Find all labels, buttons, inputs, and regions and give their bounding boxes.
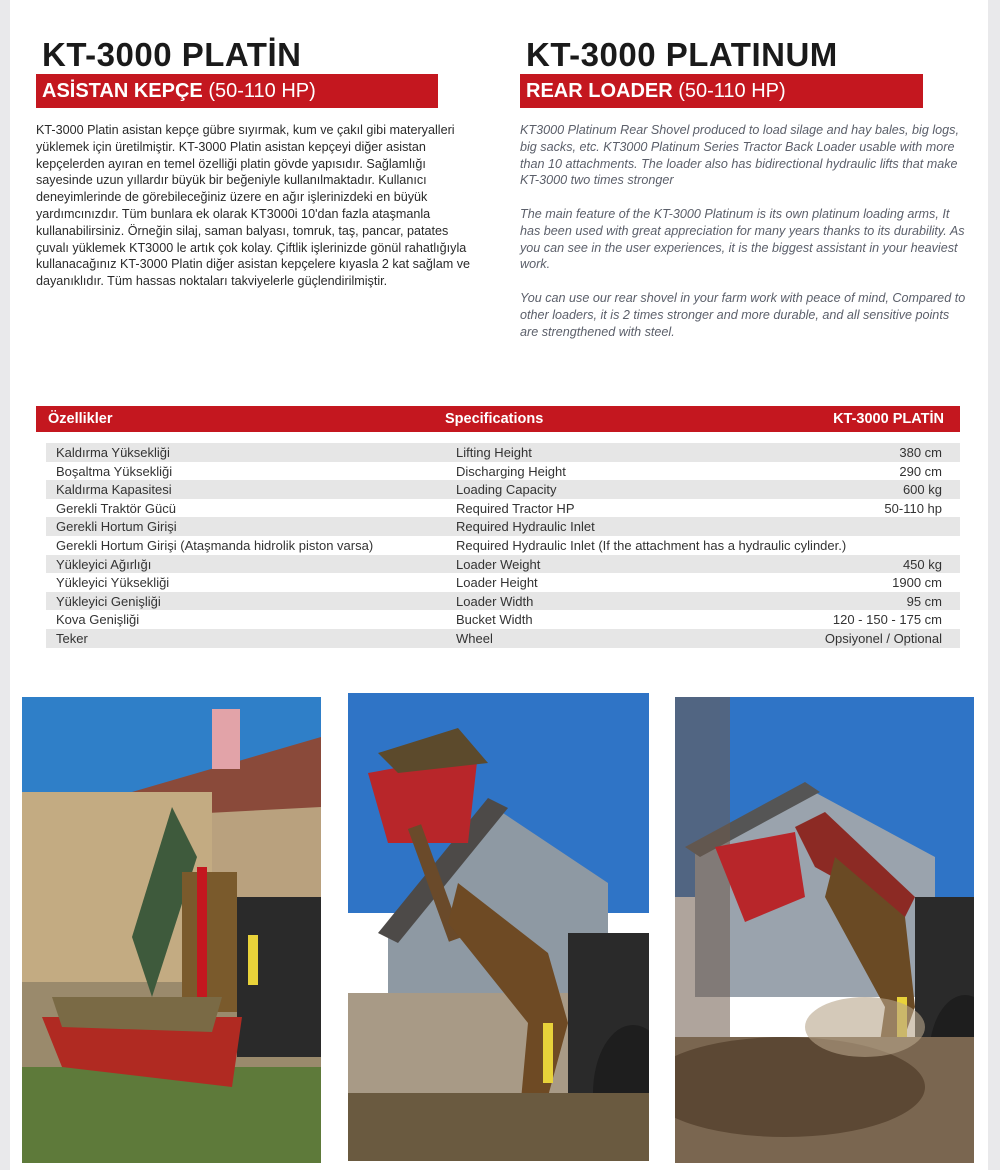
table-row: [46, 443, 960, 462]
spec-label-tr: Kaldırma Yüksekliği: [56, 445, 170, 460]
table-row: [46, 610, 960, 629]
spec-label-en: Required Tractor HP: [456, 500, 575, 516]
english-title: KT-3000 PLATINUM: [526, 36, 838, 73]
spec-label-tr: Yükleyici Ağırlığı: [56, 556, 152, 572]
table-row: [46, 462, 960, 481]
english-paragraph-1: KT3000 Platinum Rear Shovel produced to load silage and hay bales, big logs, big sacks, etc. KT3000 Platinum Series Tractor Back Loader usable with more than 10 attachments. The loader also has bidirectional hydraulic lifts that make KT-3000 two times stronger: [520, 123, 959, 188]
spec-label-tr: Yükleyici Genişliği: [56, 593, 161, 609]
spec-value: Opsiyonel / Optional: [824, 630, 942, 646]
table-row: [46, 517, 960, 536]
spec-label-en: Lifting Height: [456, 445, 532, 460]
english-subtitle: REAR LOADER: [526, 80, 673, 102]
spec-table: [46, 443, 960, 648]
spec-label-en: Required Hydraulic Inlet: [456, 519, 595, 535]
turkish-description: KT-3000 Platin asistan kepçe gübre sıyırmak, kum ve çakıl gibi materyalleri yüklemek için üretilmiştir. KT-3000 Platin asistan kepçeyi diğer asistan kepçelerden ayıran en temel özelliği platin gövde yapısıdır. Sağlamlığı sayesinde uzun yıllardır büyük bir beğeniyle kullanılmaktadır. Kullanıcı deneyimlerinde de görebileceğiniz üzere en ağır işlerinizdeki en büyük yardımcınızdır. Tüm bunlara ek olarak KT3000i 10'dan fazla ataşmanla kullanabilirsiniz. Örneğin silaj, saman balyası, tomruk, taş, pancar, patates çuvalı yüklemek KT3000 le artık çok kolay. Çiftlik işlerinizde gönül rahatlığıyla kullanacağınız KT-3000 Platin diğer asistan kepçelere kıyasla 2 kat sağlam ve dayanıklıdır. Tüm hassas noktaları takviyelerle güçlendirilmiştir.: [36, 123, 471, 289]
table-row: [46, 555, 960, 574]
spec-label-en: Required Hydraulic Inlet (If the attachment has a hydraulic cylinder.): [456, 537, 847, 553]
turkish-subtitle: ASİSTAN KEPÇE: [42, 80, 203, 102]
spec-label-tr: Gerekli Traktör Gücü: [56, 500, 176, 516]
spec-header-turkish: Özellikler: [48, 411, 113, 427]
english-hp-range: (50-110 HP): [672, 80, 786, 102]
spec-header-model: KT-3000 PLATİN: [833, 411, 944, 427]
spec-label-tr: Gerekli Hortum Girişi (Ataşmanda hidrolik piston varsa): [56, 537, 374, 553]
table-row: [46, 592, 960, 611]
spec-value: 380 cm: [899, 445, 942, 460]
photo-loader-raised: [348, 693, 649, 1161]
spec-value: 1900 cm: [892, 575, 942, 591]
english-subtitle-bar: [520, 74, 923, 108]
table-row: [46, 499, 960, 518]
english-description: [520, 122, 968, 357]
spec-label-en: Loader Width: [456, 593, 534, 609]
turkish-hp-range: (50-110 HP): [202, 80, 316, 102]
spec-label-tr: Kaldırma Kapasitesi: [56, 482, 172, 498]
spec-label-en: Loader Weight: [456, 556, 541, 572]
spec-table-header: [36, 406, 960, 432]
spec-label-tr: Kova Genişliği: [56, 612, 140, 628]
english-paragraph-2: The main feature of the KT-3000 Platinum is its own platinum loading arms, It has been used with great appreciation for many years thanks to its durability. As you can see in the user experiences, it is the biggest assistant in your heaviest work.: [520, 206, 965, 272]
spec-label-tr: Boşaltma Yüksekliği: [56, 463, 173, 479]
english-paragraph-3: You can use our rear shovel in your farm work with peace of mind, Compared to other loaders, it is 2 times stronger and more durable, and all sensitive points are strengthened with steel.: [520, 290, 966, 339]
spec-label-tr: Yükleyici Yüksekliği: [56, 575, 170, 591]
spec-label-tr: Teker: [56, 630, 88, 646]
spec-label-en: Bucket Width: [456, 612, 533, 628]
spec-value: 120 - 150 - 175 cm: [832, 612, 942, 628]
brochure-page: [10, 0, 988, 1170]
spec-label-tr: Gerekli Hortum Girişi: [56, 519, 177, 535]
spec-value: 95 cm: [906, 593, 942, 609]
spec-header-english: Specifications: [445, 411, 544, 427]
photo-loader-dumping: [675, 697, 974, 1163]
spec-label-en: Discharging Height: [456, 463, 566, 479]
spec-value: 450 kg: [902, 556, 942, 572]
spec-value: 290 cm: [899, 463, 942, 479]
turkish-subtitle-bar: [36, 74, 438, 108]
table-row: [46, 573, 960, 592]
spec-value: 50-110 hp: [884, 500, 942, 516]
table-row: [46, 480, 960, 499]
spec-label-en: Loader Height: [456, 575, 538, 591]
table-row: [46, 629, 960, 648]
spec-label-en: Loading Capacity: [456, 482, 557, 498]
photo-loader-digging: [22, 697, 321, 1163]
spec-label-en: Wheel: [456, 630, 493, 646]
table-row: [46, 536, 960, 555]
spec-value: 600 kg: [902, 482, 942, 498]
turkish-title: KT-3000 PLATİN: [42, 36, 302, 73]
